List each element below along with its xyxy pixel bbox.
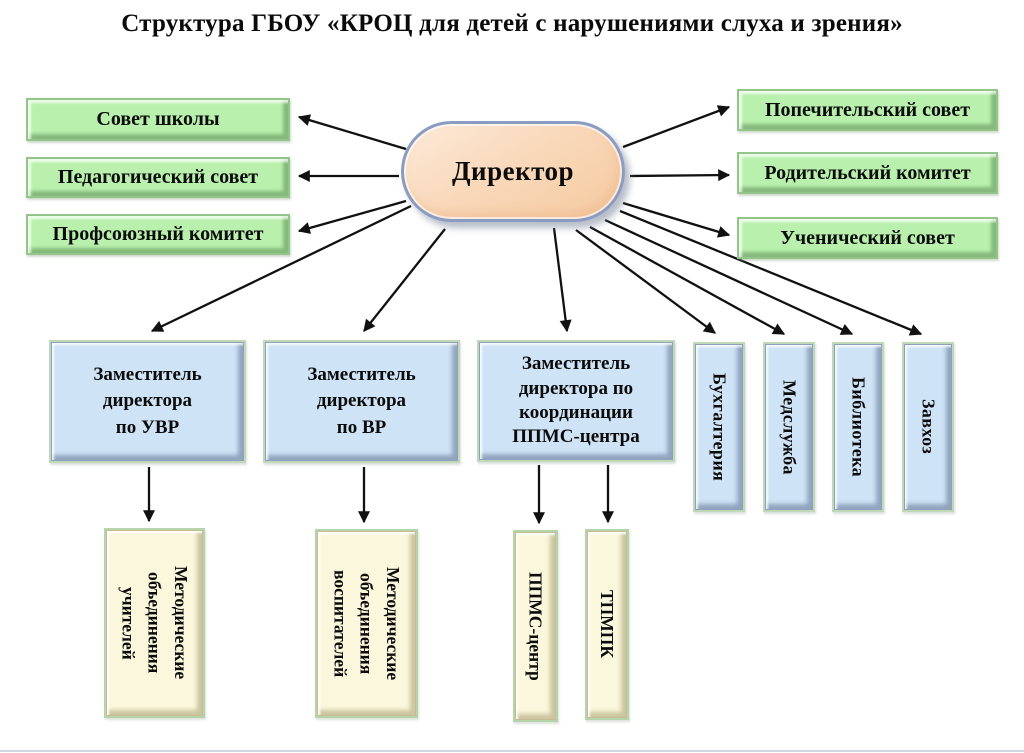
label-line: директора [316,390,407,412]
node-label: Медслужба [779,379,800,475]
arrow-director-to-students-council [623,203,729,235]
label-line: Заместитель [521,353,631,375]
node-union-committee [26,214,290,255]
node-label: ППМС-центр [525,571,546,681]
label-line: воспитателей [330,569,351,678]
label-line: координации [519,402,633,423]
label-line: Заместитель [93,363,202,385]
label-line: учителей [118,586,139,660]
page-title: Структура ГБОУ «КРОЦ для детей с нарушениями слуха и зрения» [121,10,903,37]
node-accounting [693,342,745,512]
label-line: объединения [144,572,165,674]
node-medical-service [763,342,815,512]
node-label: Совет школы [96,108,220,130]
node-label [512,352,640,449]
node-trustees-council [737,89,998,131]
label-line: объединения [356,572,377,675]
node-label: Попечительский совет [764,98,971,121]
page-bottom-border [0,750,1024,752]
arrow-director-to-deputy-ppms [554,228,567,331]
node-label: Ученический совет [780,226,955,249]
node-parents-committee [737,152,998,194]
node-school-council [26,98,290,141]
label-line: директора по [518,377,634,399]
node-label: ТПМПК [597,590,618,659]
arrow-director-to-accounting [576,230,715,333]
node-label [307,362,415,442]
node-teachers-method-assoc [104,528,205,718]
label-line: ППМС-центра [512,426,640,448]
node-deputy-ppms-coordination [477,340,675,462]
node-tpmpk [585,529,629,720]
node-label: Педагогический совет [57,166,259,188]
node-label: Родительский комитет [764,161,971,184]
label-line: Заместитель [307,363,416,385]
node-label [327,567,406,680]
node-students-council [737,217,998,259]
label-line: по УВР [115,416,180,438]
arrow-director-to-deputy-vr [364,229,445,331]
node-educators-method-assoc [315,529,418,718]
node-ppms-center [513,530,558,722]
node-label: Профсоюзный комитет [52,223,264,245]
node-deputy-uvr [49,340,246,463]
node-label: Бухгалтерия [709,372,730,482]
arrow-director-to-union-committee [299,201,406,231]
node-pedagogical-council [26,157,290,198]
label-line: Методические [382,566,403,681]
node-label [93,362,201,442]
node-supply-manager [902,342,954,512]
node-label: Библиотека [848,377,869,477]
arrow-director-to-school-council [299,117,406,149]
label-line: директора [102,390,193,412]
node-director [401,121,625,222]
node-director-label: Директор [451,156,575,186]
node-deputy-vr [263,340,460,463]
node-label [115,566,194,679]
label-line: Методические [170,566,191,680]
label-line: по ВР [336,416,387,438]
arrow-director-to-trustees-council [623,107,729,147]
arrow-director-to-parents-committee [630,175,729,176]
node-library [832,342,884,512]
node-label: Завхоз [918,399,939,455]
